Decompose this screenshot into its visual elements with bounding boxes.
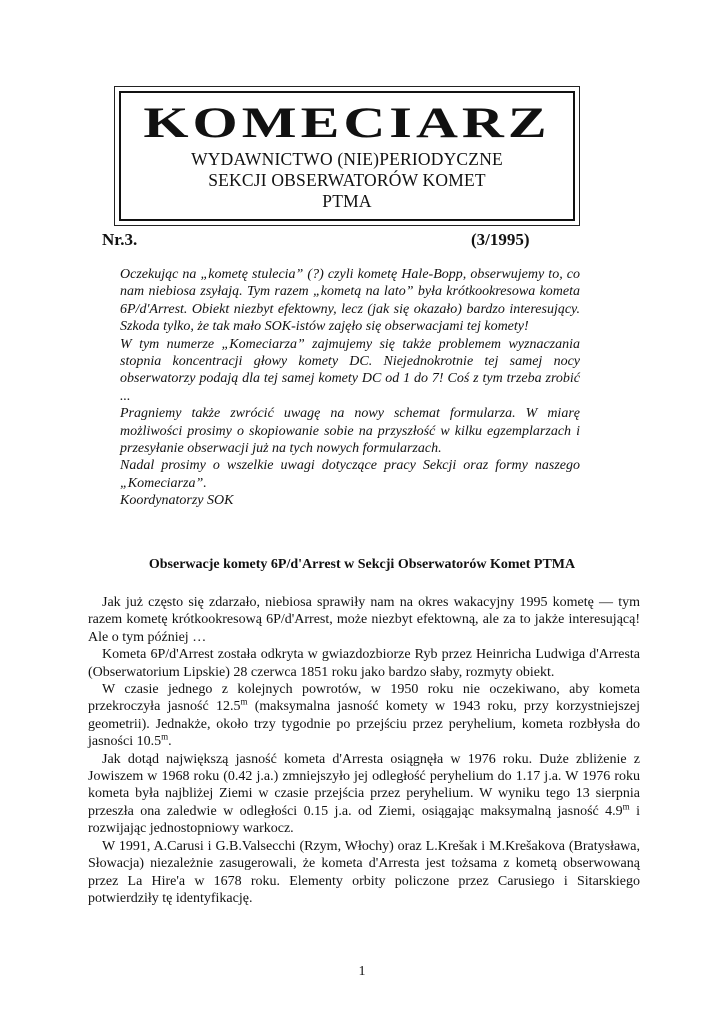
article-paragraph-3 <box>88 681 640 751</box>
masthead-subtitle-2: SEKCJI OBSERWATORÓW KOMET <box>208 170 486 190</box>
article-body <box>88 594 640 907</box>
article-paragraph-5: W 1991, A.Carusi i G.B.Valsecchi (Rzym, Włochy) oraz L.Krešak i M.Krešakova (Bratysława, Słowacja) niezależnie zasugerowali, że kometa d'Arresta jest tożsama z kometą obserwowaną przez La Hire'a w 1678 roku. Elementy orbity policzone przez Carusiego i Sitarskiego potwierdziły tę identyfikację. <box>88 838 640 906</box>
page-number: 1 <box>358 964 366 979</box>
article-title: Obserwacje komety 6P/d'Arrest w Sekcji Obserwatorów Komet PTMA <box>148 557 576 572</box>
issue-row <box>0 230 724 256</box>
article-paragraph-4 <box>88 751 640 838</box>
article-paragraph-3-part-c: . <box>168 734 172 750</box>
magnitude-superscript: m <box>161 731 169 742</box>
intro-paragraph-1: Oczekując na „kometę stulecia” (?) czyli kometę Hale-Bopp, obserwujemy to, co nam niebiosa zsyłają. Tym razem „kometą na lato” była krótkookresowa kometa 6P/d'Arrest. Obiekt niezbyt efektowny, lecz (jak się okazało) bardzo interesujący. Szkoda tylko, że tak mało SOK-istów zajęło się obserwacjami tej komety! <box>120 267 580 335</box>
intro-paragraph-4: Nadal prosimy o wszelkie uwagi dotyczące pracy Sekcji oraz formy naszego „Komeciarza”. <box>120 458 580 491</box>
article-paragraph-4-part-b: i rozwijając jednostopniowy warkocz. <box>88 803 640 837</box>
article-paragraph-2: Kometa 6P/d'Arrest została odkryta w gwiazdozbiorze Ryb przez Heinricha Ludwiga d'Arresta (Obserwatorium Lipskie) 28 czerwca 1851 roku jako bardzo słaby, rozmyty obiekt. <box>88 647 640 680</box>
magnitude-superscript: m <box>622 801 630 812</box>
article-paragraph-1: Jak już często się zdarzało, niebiosa sprawiły nam na okres wakacyjny 1995 kometę — tym razem kometę krótkookresową 6P/d'Arrest, może niezbyt efektowną, ale za to jakże interesującą! Ale o tym później … <box>88 595 640 645</box>
intro-signature: Koordynatorzy SOK <box>120 493 234 509</box>
intro-paragraph-2: W tym numerze „Komeciarza” zajmujemy się także problemem wyznaczania stopnia koncentracji głowy komety DC. Niejednokrotnie tej samej nocy obserwatorzy podają dla tej samej komety DC od 1 do 7! Coś z tym trzeba zrobić ... <box>120 336 580 404</box>
article-paragraph-4-part-a: Jak dotąd największą jasność kometa d'Arresta osiągnęła w 1976 roku. Duże zbliżenie z Jowiszem w 1968 roku (0.42 j.a.) zmniejszyło jej odległość peryhelium do 1.17 j.a. W 1976 roku kometa była najbliżej Ziemi w czasie przejścia przez peryhelium. W wyniku tego 13 sierpnia przeszła ona zaledwie w odległości 0.15 j.a. od Ziemi, osiągając maksymalną jasność 4.9 <box>88 751 640 819</box>
intro-paragraph-3: Pragniemy także zwrócić uwagę na nowy schemat formularza. W miarę możliwości prosimy o skopiowanie sobie na przyszłość w kilku egzemplarzach i przesyłanie obserwacji już na tych nowych formularzach. <box>120 406 580 457</box>
issue-date: (3/1995) <box>471 230 530 249</box>
editorial-intro <box>120 266 580 510</box>
masthead-subtitle-3: PTMA <box>322 191 372 211</box>
article-paragraph-3-part-b: (maksymalna jasność komety w 1943 roku, przy korzystniejszej geometrii). Jednakże, około trzy tygodnie po przejściu przez peryhelium, kometa rozbłysła do jasności 10.5 <box>88 699 641 750</box>
masthead-inner-frame <box>119 91 575 221</box>
masthead-frame <box>114 86 580 226</box>
masthead-subtitle-1: WYDAWNICTWO (NIE)PERIODYCZNE <box>191 149 503 169</box>
issue-number: Nr.3. <box>102 230 138 249</box>
magnitude-superscript: m <box>240 696 248 707</box>
masthead-title: KOMECIARZ <box>143 100 551 147</box>
article-paragraph-3-part-a: W czasie jednego z kolejnych powrotów, w 1950 roku nie oczekiwano, aby kometa przekroczyła jasność 12.5 <box>88 682 640 715</box>
